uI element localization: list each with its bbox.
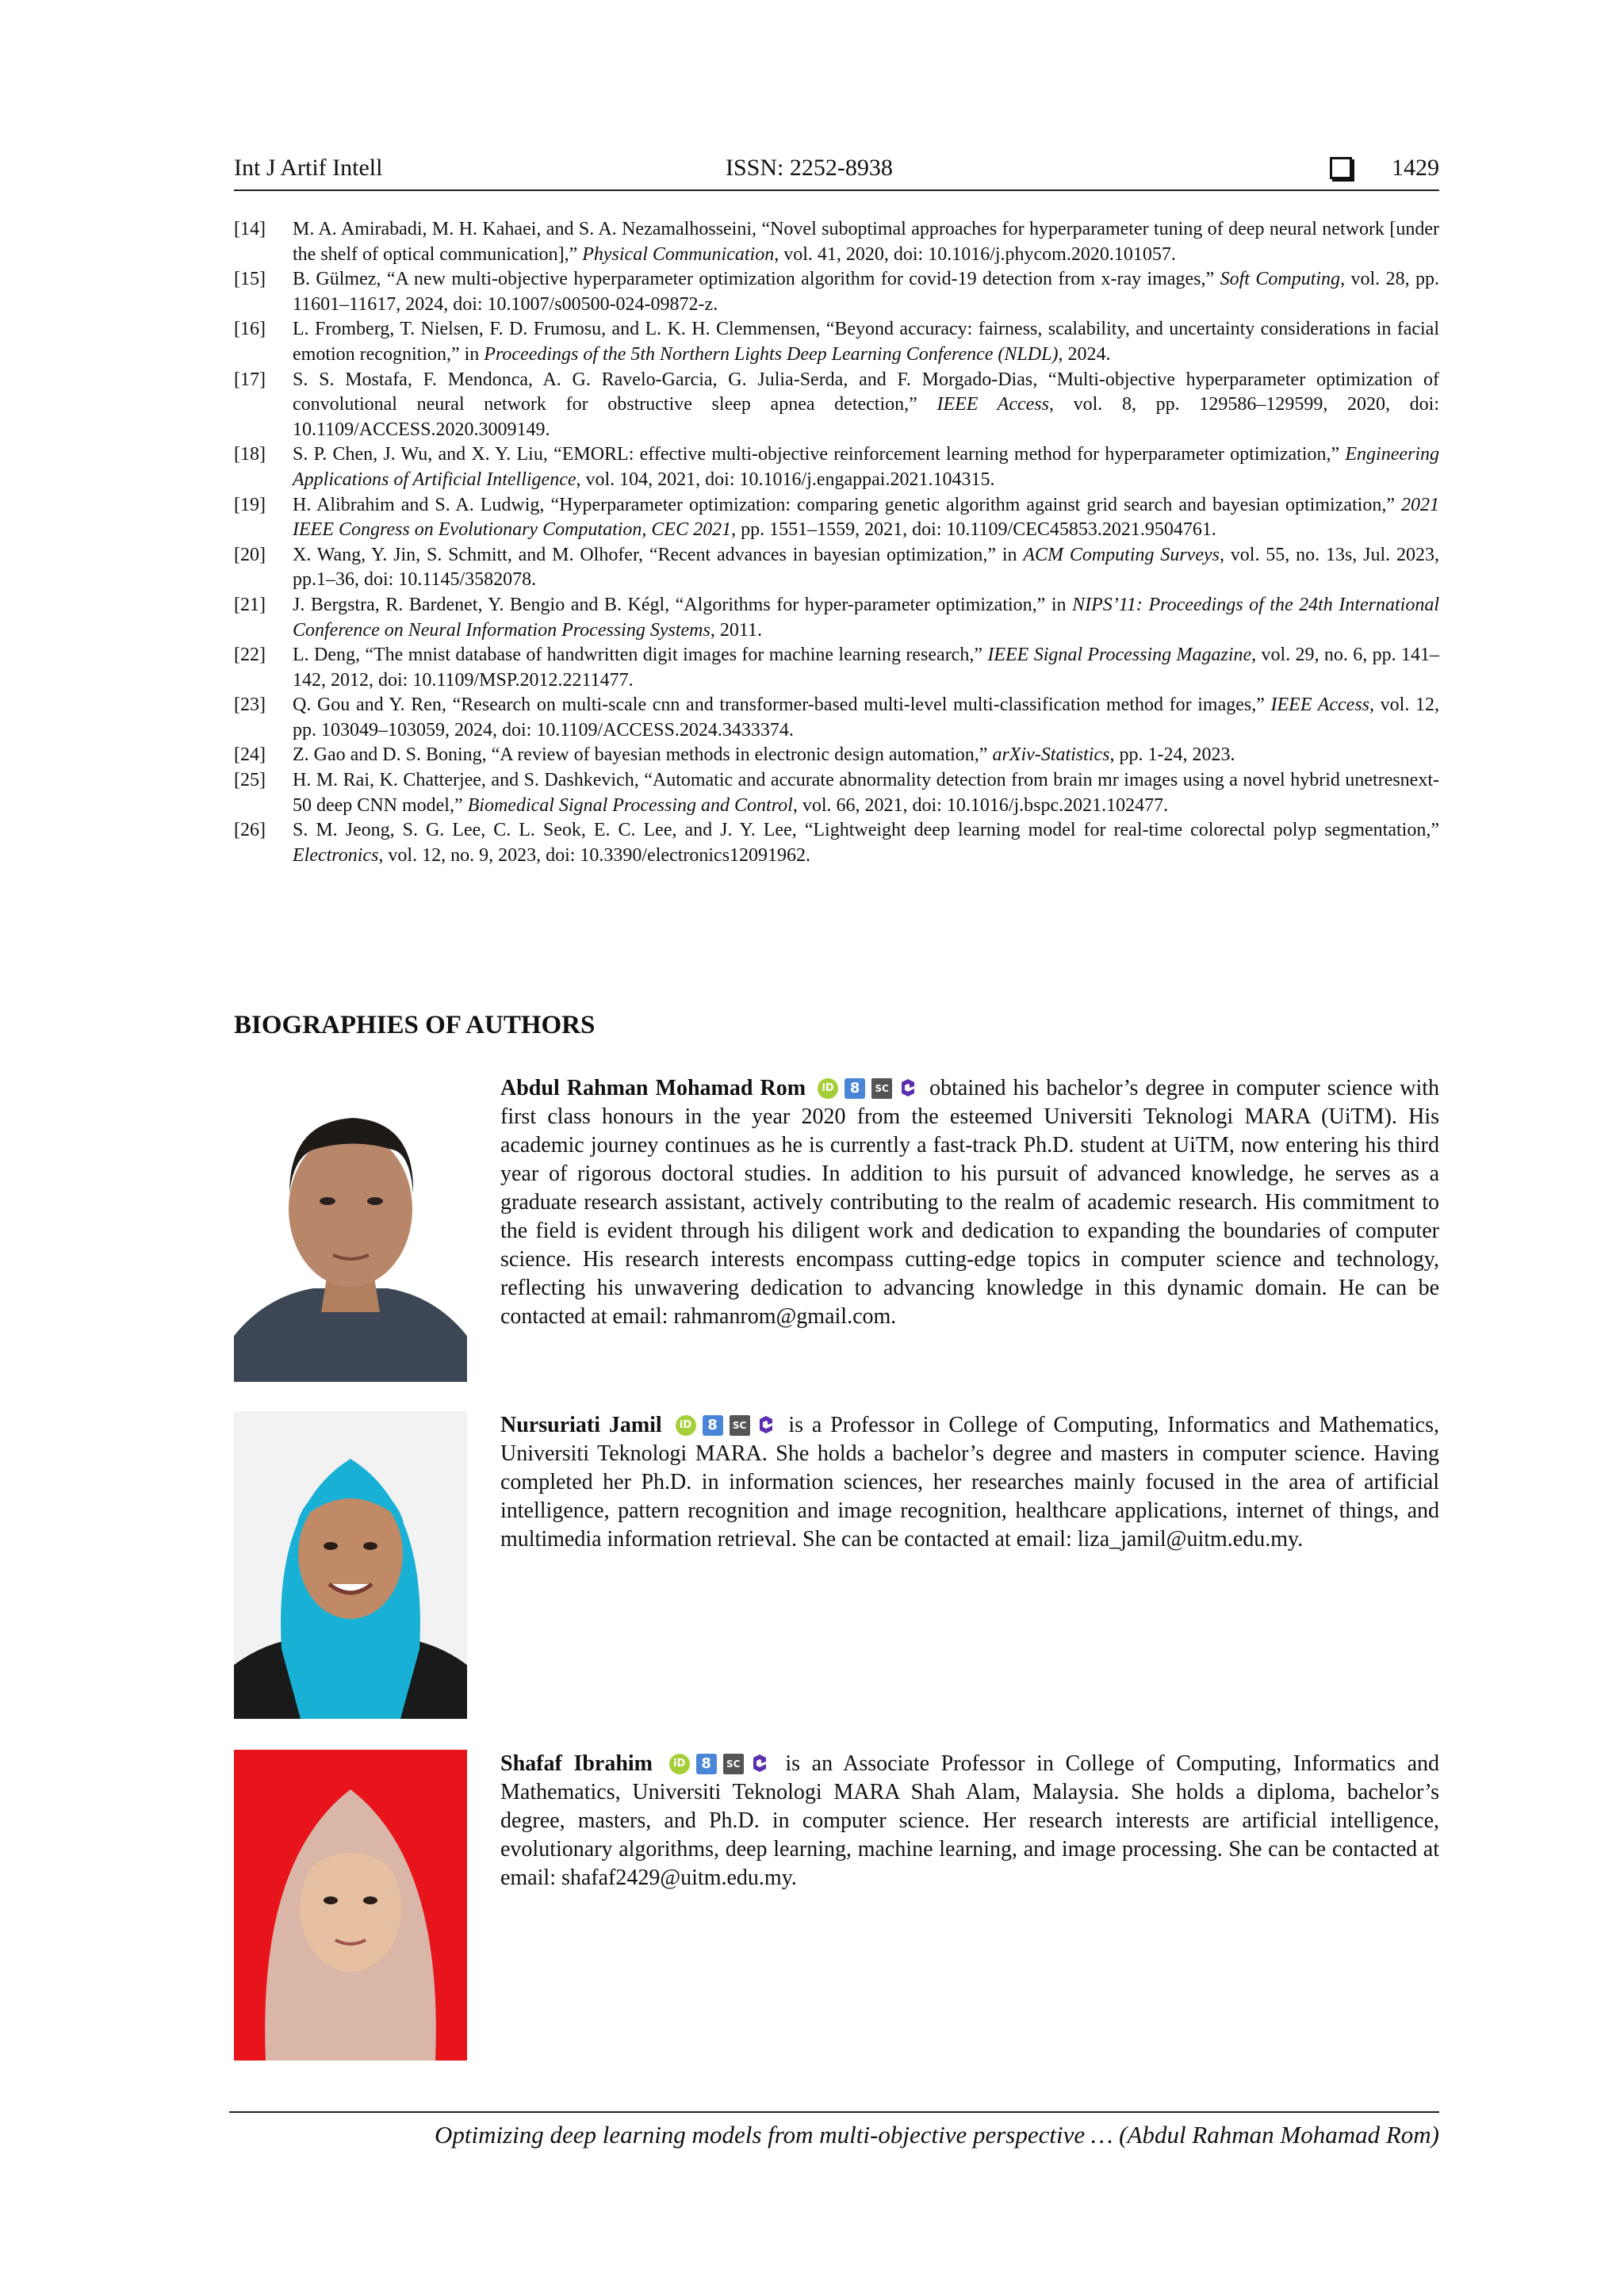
reference-number: [19]	[234, 494, 266, 515]
reference-number: [15]	[234, 269, 266, 290]
reference-segment: L. Deng, “The mnist database of handwritten digit images for machine learning research,”	[293, 645, 988, 666]
reference-number: [14]	[234, 219, 266, 239]
reference-segment: , vol. 104, 2021, doi: 10.1016/j.engappai.2021.104315.	[576, 469, 995, 490]
reference-number: [22]	[234, 645, 266, 666]
reference-venue: Electronics	[293, 844, 379, 866]
google-scholar-icon[interactable]: 8	[696, 1754, 717, 1774]
reference-segment: L. Fromberg, T. Nielsen, F. D. Frumosu, and L. K. H. Clemmensen, “Beyond accuracy: fairness, scalability, and uncertainty considerations in facial emotion recognition,” in	[293, 319, 1439, 365]
reference-venue: 2021 IEEE Congress on Evolutionary Computation, CEC 2021	[293, 494, 1439, 541]
reference-number: [17]	[234, 369, 266, 390]
reference-venue: arXiv-Statistics	[992, 744, 1110, 766]
reference-item	[234, 493, 1439, 543]
author-name-1: Abdul Rahman Mohamad Rom	[500, 1076, 806, 1100]
reference-text	[293, 217, 1439, 267]
reference-venue: IEEE Access	[936, 394, 1049, 415]
bio-body-1: obtained his bachelor’s degree in computer science with first class honours in the year 2020 from the esteemed Universiti Teknologi MARA (UiTM). His academic journey continues as he is currently a fast-track Ph.D. student at UiTM, now entering his third year of rigorous doctoral studies. In addition to his pursuit of advanced knowledge, he serves as a graduate research assistant, actively contributing to the realm of academic research. His commitment to the field is evident through his diligent work and dedication to expanding the boundaries of computer science. His research interests encompass cutting-edge topics in computer science and technology, reflecting his unwavering dedication to advancing knowledge in this dynamic domain. He can be contacted at email: rahmanrom@gmail.com.	[500, 1076, 1439, 1329]
issn: ISSN: 2252-8938	[726, 155, 893, 181]
reference-venue: Proceedings of the 5th Northern Lights Deep Learning Conference (NLDL)	[484, 343, 1059, 365]
web-of-science-icon[interactable]	[898, 1078, 917, 1097]
reference-venue: Engineering Applications of Artificial Intelligence	[293, 444, 1439, 490]
page-number-group	[1330, 155, 1439, 182]
reference-number: [16]	[234, 319, 266, 340]
bio-body-2: is a Professor in College of Computing, Informatics and Mathematics, Universiti Teknologi MARA. She holds a bachelor’s degree and masters in computer science. Having completed her Ph.D. in information sciences, her researches mainly focused in the area of artificial intelligence, pattern recognition and image recognition, healthcare applications, internet of things, and multimedia information retrieval. She can be contacted at email: liza_jamil@uitm.edu.my.	[500, 1413, 1440, 1552]
reference-segment: H. Alibrahim and S. A. Ludwig, “Hyperparameter optimization: comparing genetic algorithm against grid search and bayesian optimization,”	[293, 494, 1401, 515]
reference-segment: J. Bergstra, R. Bardenet, Y. Bengio and B. Kégl, “Algorithms for hyper-parameter optimization,” in	[293, 594, 1073, 615]
reference-segment: , 2024.	[1058, 343, 1111, 365]
reference-segment: S. S. Mostafa, F. Mendonca, A. G. Ravelo-Garcia, G. Julia-Serda, and F. Morgado-Dias, “Multi-objective hyperparameter optimization of convolutional neural network for obstructive sleep apnea detection,”	[293, 369, 1439, 415]
reference-text	[293, 442, 1439, 492]
reference-number: [26]	[234, 820, 266, 841]
reference-segment: Q. Gou and Y. Ren, “Research on multi-scale cnn and transformer-based multi-level multi-classification method for images,”	[293, 695, 1271, 716]
author-photo-1	[234, 1074, 467, 1382]
reference-item	[234, 818, 1439, 868]
reference-text	[293, 768, 1439, 818]
reference-text	[293, 543, 1439, 593]
references-list	[234, 217, 1439, 868]
reference-item	[234, 543, 1439, 593]
reference-item	[234, 743, 1439, 768]
reference-number: [23]	[234, 695, 266, 716]
reference-text	[293, 643, 1439, 693]
page-header	[234, 155, 1439, 191]
reference-segment: , vol. 28, pp. 11601–11617, 2024, doi: 10.1007/s00500-024-09872-z.	[293, 269, 1440, 315]
reference-item	[234, 368, 1439, 443]
author-portrait-1	[234, 1074, 467, 1382]
reference-venue: IEEE Access	[1270, 695, 1370, 716]
reference-segment: , vol. 12, pp. 103049–103059, 2024, doi: 10.1109/ACCESS.2024.3433374.	[293, 695, 1439, 740]
reference-item	[234, 593, 1439, 643]
page-footer: Optimizing deep learning models from multi-objective perspective … (Abdul Rahman Mohamad Rom)	[229, 2111, 1439, 2149]
reference-venue: Physical Communication	[582, 243, 775, 265]
reference-segment: , vol. 55, no. 13s, Jul. 2023, pp.1–36, doi: 10.1145/3582078.	[293, 544, 1439, 591]
scopus-icon[interactable]: SC	[730, 1415, 750, 1436]
page-number: 1429	[1392, 155, 1439, 181]
google-scholar-icon[interactable]: 8	[845, 1078, 865, 1099]
reference-text	[293, 693, 1439, 743]
reference-segment: Z. Gao and D. S. Boning, “A review of bayesian methods in electronic design automation,”	[293, 744, 993, 766]
reference-segment: S. P. Chen, J. Wu, and X. Y. Liu, “EMORL: effective multi-objective reinforcement learning method for hyperparameter optimization,”	[293, 444, 1346, 465]
reference-text	[293, 267, 1439, 317]
profile-icons-2	[676, 1415, 776, 1436]
reference-text	[293, 818, 1439, 868]
reference-item	[234, 643, 1439, 693]
reference-segment: , vol. 29, no. 6, pp. 141–142, 2012, doi: 10.1109/MSP.2012.2211477.	[293, 645, 1439, 691]
square-icon	[1330, 157, 1352, 179]
author-photo-3	[234, 1750, 467, 2061]
reference-text	[293, 493, 1439, 543]
orcid-icon[interactable]: iD	[669, 1754, 690, 1774]
author-name-2: Nursuriati Jamil	[500, 1413, 662, 1437]
reference-segment: B. Gülmez, “A new multi-objective hyperparameter optimization algorithm for covid-19 detection from x-ray images,”	[293, 269, 1220, 290]
reference-text	[293, 317, 1439, 367]
bio-text-2	[500, 1411, 1439, 1554]
reference-segment: , vol. 12, no. 9, 2023, doi: 10.3390/electronics12091962.	[378, 844, 811, 866]
reference-venue: Biomedical Signal Processing and Control	[467, 794, 793, 816]
reference-number: [20]	[234, 544, 266, 565]
reference-segment: X. Wang, Y. Jin, S. Schmitt, and M. Olhofer, “Recent advances in bayesian optimization,” in	[293, 544, 1024, 565]
reference-number: [18]	[234, 444, 266, 465]
reference-venue: IEEE Signal Processing Magazine	[987, 645, 1252, 666]
reference-segment: , pp. 1551–1559, 2021, doi: 10.1109/CEC45853.2021.9504761.	[731, 519, 1216, 541]
reference-segment: , vol. 8, pp. 129586–129599, 2020, doi: 10.1109/ACCESS.2020.3009149.	[293, 394, 1439, 440]
journal-name: Int J Artif Intell	[234, 155, 383, 181]
reference-number: [25]	[234, 770, 266, 791]
reference-item	[234, 768, 1439, 818]
bio-text-3	[500, 1750, 1439, 1892]
author-portrait-3	[234, 1750, 467, 2061]
reference-venue: Soft Computing	[1220, 269, 1341, 290]
orcid-icon[interactable]: iD	[676, 1415, 696, 1436]
reference-segment: , vol. 66, 2021, doi: 10.1016/j.bspc.2021.102477.	[792, 794, 1169, 816]
reference-segment: H. M. Rai, K. Chatterjee, and S. Dashkevich, “Automatic and accurate abnormality detection from brain mr images using a novel hybrid unetresnext-50 deep CNN model,”	[293, 770, 1439, 816]
reference-segment: , pp. 1-24, 2023.	[1109, 744, 1235, 766]
profile-icons-1	[818, 1078, 917, 1099]
bio-body-3: is an Associate Professor in College of Computing, Informatics and Mathematics, Universiti Teknologi MARA Shah Alam, Malaysia. She holds a diploma, bachelor’s degree, masters, and Ph.D. in computer science. Her research interests are artificial intelligence, evolutionary algorithms, deep learning, machine learning, and image processing. She can be contacted at email: shafaf2429@uitm.edu.my.	[500, 1751, 1439, 1890]
reference-item	[234, 442, 1439, 492]
profile-icons-3	[669, 1754, 769, 1774]
author-name-3: Shafaf Ibrahim	[500, 1751, 653, 1776]
reference-text	[293, 593, 1439, 643]
author-portrait-2	[234, 1411, 467, 1719]
reference-number: [24]	[234, 744, 266, 766]
orcid-icon[interactable]: iD	[818, 1078, 838, 1099]
google-scholar-icon[interactable]: 8	[703, 1415, 723, 1436]
web-of-science-icon[interactable]	[750, 1754, 769, 1773]
scopus-icon[interactable]: SC	[723, 1754, 744, 1774]
reference-segment: , 2011.	[710, 619, 762, 641]
scopus-icon[interactable]: SC	[871, 1078, 892, 1099]
reference-segment: , vol. 41, 2020, doi: 10.1016/j.phycom.2020.101057.	[774, 243, 1176, 265]
author-photo-2	[234, 1411, 467, 1719]
reference-venue: ACM Computing Surveys	[1023, 544, 1220, 565]
reference-segment: S. M. Jeong, S. G. Lee, C. L. Seok, E. C. Lee, and J. Y. Lee, “Lightweight deep learning model for real-time colorectal polyp segmentation,”	[293, 820, 1439, 841]
reference-number: [21]	[234, 594, 266, 615]
reference-venue: NIPS’11: Proceedings of the 24th International Conference on Neural Information Processing Systems	[293, 594, 1440, 641]
web-of-science-icon[interactable]	[756, 1415, 776, 1434]
reference-item	[234, 267, 1439, 317]
reference-text	[293, 743, 1439, 768]
reference-item	[234, 217, 1439, 267]
biographies-heading: BIOGRAPHIES OF AUTHORS	[234, 1011, 596, 1039]
reference-segment: M. A. Amirabadi, M. H. Kahaei, and S. A. Nezamalhosseini, “Novel suboptimal approaches for hyperparameter tuning of deep neural network [under the shelf of optical communication],”	[293, 219, 1439, 265]
reference-item	[234, 693, 1439, 743]
reference-text	[293, 368, 1439, 443]
bio-text-1	[500, 1074, 1439, 1331]
reference-item	[234, 317, 1439, 367]
